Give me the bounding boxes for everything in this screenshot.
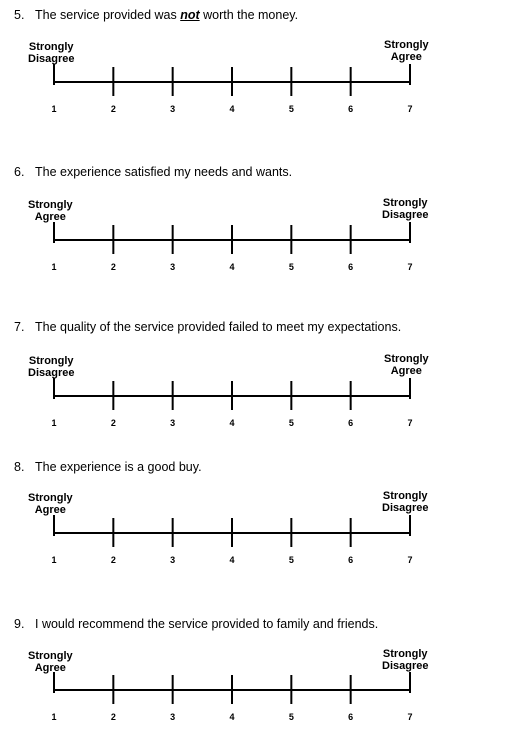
question-text: The experience satisfied my needs and wants.: [35, 165, 293, 179]
scale-point-label-7: 7: [407, 104, 413, 114]
anchor-line: Agree: [390, 365, 422, 377]
anchor-line: Strongly: [28, 650, 73, 662]
scale-point-label-6: 6: [348, 555, 354, 565]
anchor-line: Agree: [390, 51, 422, 63]
question-number: 5.: [14, 8, 25, 22]
scale-point-label-2: 2: [110, 555, 116, 565]
question-emphasis: not: [180, 8, 200, 22]
scale-point-label-4: 4: [229, 262, 235, 272]
scale-point-label-7: 7: [407, 712, 413, 722]
anchor-line: Strongly: [28, 41, 74, 53]
question-text-end: worth the money.: [199, 8, 299, 22]
question-text: The quality of the service provided failed to meet my expectations.: [35, 320, 402, 334]
anchor-line: Strongly: [384, 39, 429, 51]
scale-point-label-2: 2: [110, 418, 116, 428]
scale-point-label-4: 4: [229, 712, 235, 722]
question-number: 6.: [14, 165, 25, 179]
anchor-line: Strongly: [384, 353, 429, 365]
scale-point-label-4: 4: [229, 418, 235, 428]
scale-point-label-5: 5: [288, 712, 294, 722]
anchor-line: Agree: [34, 211, 66, 223]
question-text: The service provided was: [35, 8, 181, 22]
anchor-line: Disagree: [382, 209, 429, 221]
scale-point-label-3: 3: [170, 712, 176, 722]
anchor-line: Strongly: [382, 490, 428, 502]
scale-point-label-6: 6: [348, 712, 354, 722]
anchor-line: Disagree: [382, 660, 429, 672]
anchor-line: Agree: [34, 662, 66, 674]
scale-point-label-2: 2: [110, 262, 116, 272]
anchor-line: Disagree: [28, 367, 75, 379]
question-number: 9.: [14, 617, 25, 631]
scale-point-label-1: 1: [51, 104, 57, 114]
scale-point-label-7: 7: [407, 262, 413, 272]
scale-point-label-3: 3: [170, 555, 176, 565]
scale-point-label-7: 7: [407, 555, 413, 565]
question-number: 8.: [14, 460, 25, 474]
anchor-line: Strongly: [28, 492, 73, 504]
question-text: The experience is a good buy.: [35, 460, 202, 474]
scale-point-label-2: 2: [110, 104, 116, 114]
question-text: I would recommend the service provided to family and friends.: [35, 617, 379, 631]
scale-point-label-1: 1: [51, 712, 57, 722]
scale-point-label-6: 6: [348, 418, 354, 428]
scale-point-label-7: 7: [407, 418, 413, 428]
anchor-line: Disagree: [382, 502, 429, 514]
scale-point-label-4: 4: [229, 104, 235, 114]
scale-point-label-5: 5: [288, 418, 294, 428]
scale-point-label-1: 1: [51, 262, 57, 272]
anchor-line: Strongly: [28, 355, 74, 367]
anchor-line: Strongly: [28, 199, 73, 211]
scale-point-label-5: 5: [288, 104, 294, 114]
scale-point-label-1: 1: [51, 555, 57, 565]
scale-point-label-2: 2: [110, 712, 116, 722]
anchor-line: Strongly: [382, 648, 428, 660]
scale-point-label-3: 3: [170, 262, 176, 272]
scale-point-label-5: 5: [288, 262, 294, 272]
scale-point-label-1: 1: [51, 418, 57, 428]
scale-point-label-3: 3: [170, 418, 176, 428]
scale-point-label-5: 5: [288, 555, 294, 565]
question-number: 7.: [14, 320, 25, 334]
scale-point-label-6: 6: [348, 262, 354, 272]
anchor-line: Disagree: [28, 53, 75, 65]
anchor-line: Strongly: [382, 197, 428, 209]
scale-point-label-3: 3: [170, 104, 176, 114]
anchor-line: Agree: [34, 504, 66, 516]
scale-point-label-4: 4: [229, 555, 235, 565]
scale-point-label-6: 6: [348, 104, 354, 114]
